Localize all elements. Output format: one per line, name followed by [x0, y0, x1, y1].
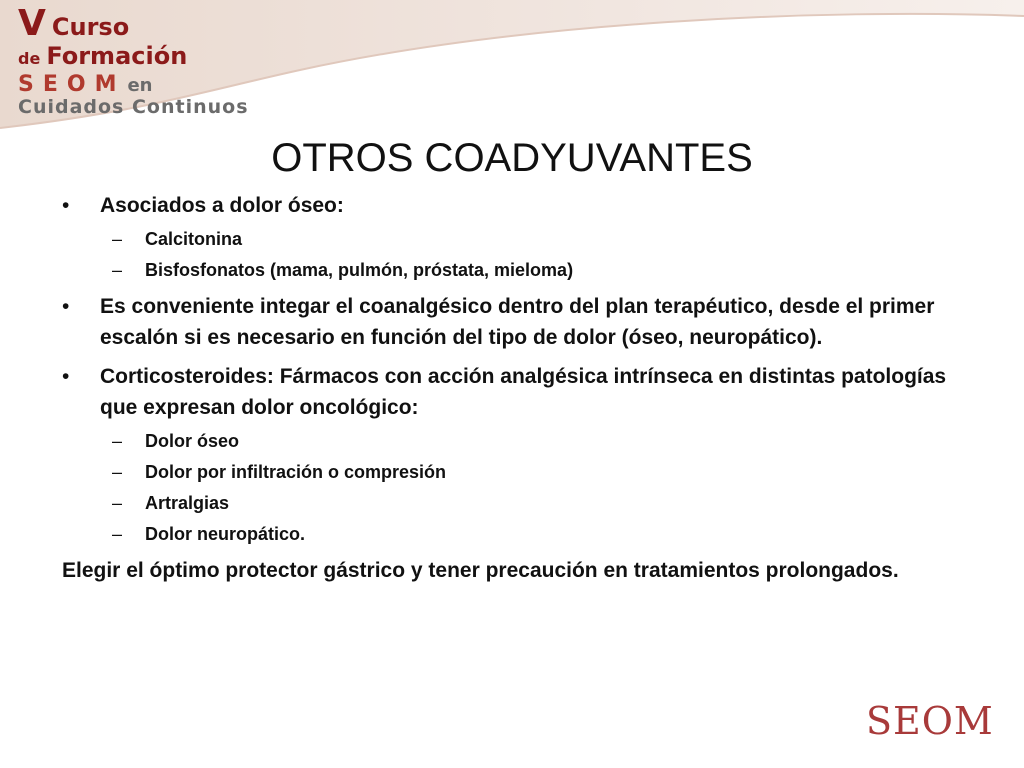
bullet-item [62, 291, 962, 353]
sub-bullet-text: Dolor neuropático. [145, 524, 306, 544]
course-logo [18, 3, 249, 118]
logo-en: en [127, 75, 153, 96]
sub-bullet-item [62, 459, 962, 485]
sub-bullet-text: Calcitonina [145, 229, 243, 249]
sub-bullet-item [62, 428, 962, 454]
sub-bullet-text: Dolor por infiltración o compresión [145, 462, 447, 482]
logo-seom: SEOM [18, 72, 126, 97]
sub-bullet-marker: – [112, 462, 123, 482]
logo-cuidados-continuos: Cuidados Continuos [18, 96, 249, 118]
logo-de: de [18, 49, 41, 68]
sub-bullet-item [62, 226, 962, 252]
sub-bullet-marker: – [112, 493, 123, 513]
bullet-text: Asociados a dolor óseo: [100, 194, 344, 217]
sub-bullet-item [62, 257, 962, 283]
bullet-item [62, 190, 962, 221]
bullet-marker: • [62, 295, 70, 318]
closing-paragraph: Elegir el óptimo protector gástrico y tener precaución en tratamientos prolongados. [62, 559, 899, 582]
bullet-text: Corticosteroides: Fármacos con acción analgésica intrínseca en distintas patologías que expresan dolor oncológico: [100, 365, 947, 419]
logo-v: V [18, 3, 46, 44]
sub-bullet-item [62, 490, 962, 516]
bullet-text: Es conveniente integar el coanalgésico dentro del plan terapéutico, desde el primer escalón si es necesario en función del tipo de dolor (óseo, neuropático). [100, 295, 935, 349]
sub-bullet-marker: – [112, 431, 123, 451]
bullet-item [62, 361, 962, 423]
sub-bullet-marker: – [112, 524, 123, 544]
slide-content [62, 190, 962, 586]
seom-footer-logo: SEOM [866, 699, 994, 743]
sub-bullet-text: Bisfosfonatos (mama, pulmón, próstata, mieloma) [145, 260, 574, 280]
logo-curso: Curso [51, 13, 130, 41]
bullet-marker: • [62, 365, 70, 388]
bullet-marker: • [62, 194, 70, 217]
sub-bullet-item [62, 521, 962, 547]
sub-bullet-text: Dolor óseo [145, 431, 240, 451]
sub-bullet-text: Artralgias [145, 493, 230, 513]
logo-formacion: Formación [46, 42, 188, 70]
sub-bullet-marker: – [112, 260, 123, 280]
slide-title: OTROS COADYUVANTES [271, 136, 753, 180]
sub-bullet-marker: – [112, 229, 123, 249]
